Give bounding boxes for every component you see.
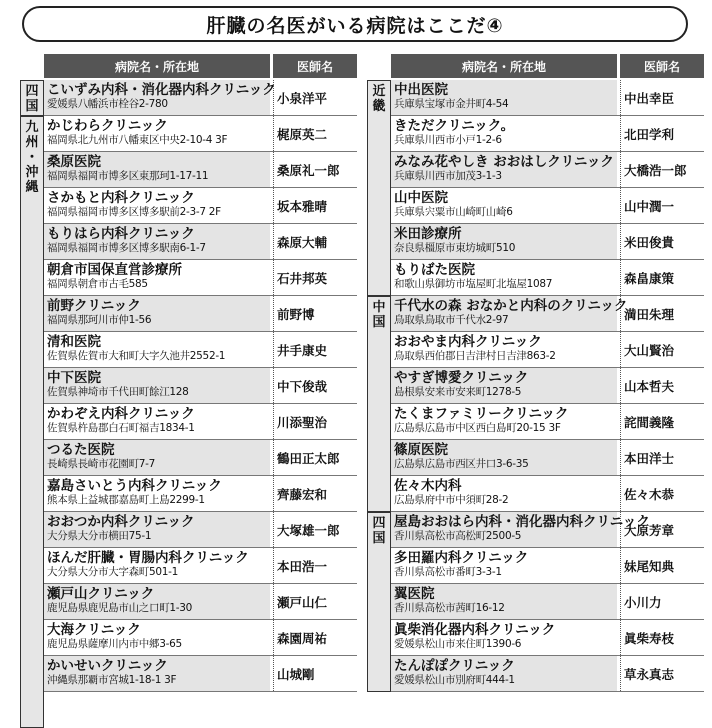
hospital-name: 佐々木内科 [394,478,462,494]
hospital-name: 桑原医院 [47,154,101,170]
header-doctor-name: 医師名 [273,54,357,78]
hospital-address: 大分県大分市大字森町501-1 [47,566,179,578]
hospital-name: やすぎ博愛クリニック [394,370,529,386]
region-label [367,512,391,692]
doctor-name: 森原大輔 [273,224,357,259]
hospital-name: みなみ花やしき おおはしクリニック [394,154,614,170]
table-row [391,620,704,656]
hospital-cell [44,116,270,151]
hospital-address: 愛媛県松山市別府町444-1 [394,674,515,686]
doctor-name: 井手康史 [273,332,357,367]
hospital-cell [44,188,270,223]
table-row [391,188,704,224]
hospital-name: 嘉島さいとう内科クリニック [47,478,222,494]
hospital-address: 広島県広島市西区井口3-6-35 [394,458,529,470]
hospital-address: 兵庫県宍粟市山崎町山崎6 [394,206,513,218]
doctor-name: 北田学利 [620,116,704,151]
hospital-cell [391,656,617,691]
hospital-name: 翼医院 [394,586,435,602]
region-label [20,116,44,728]
doctor-name: 小川力 [620,584,704,619]
doctor-name: 大原芳章 [620,512,704,547]
hospital-cell [391,440,617,475]
hospital-address: 沖縄県那覇市宮城1-18-1 3F [47,674,177,686]
hospital-cell [391,476,617,511]
table-row [391,116,704,152]
hospital-name: 朝倉市国保直営診療所 [47,262,182,278]
hospital-cell [44,512,270,547]
hospital-name: たんぽぽクリニック [394,658,515,674]
region-label [20,80,44,116]
hospital-name: 大海クリニック [47,622,141,638]
table-row [391,440,704,476]
region-char: 国 [372,315,386,330]
hospital-address: 香川県高松市番町3-3-1 [394,566,502,578]
hospital-address: 鳥取県西伯郡日吉津村日吉津863-2 [394,350,556,362]
hospital-name: ほんだ肝臓・胃腸内科クリニック [47,550,249,566]
table-row [44,224,357,260]
doctor-name: 本田洋士 [620,440,704,475]
region-labels [367,80,391,692]
doctor-name: 佐々木恭 [620,476,704,511]
doctor-name: 中下俊哉 [273,368,357,403]
doctor-name: 詫間義隆 [620,404,704,439]
hospital-name: 前野クリニック [47,298,141,314]
hospital-name: おおやま内科クリニック [394,334,542,350]
table-row [44,260,357,296]
hospital-cell [391,584,617,619]
hospital-cell [44,548,270,583]
table-row [391,404,704,440]
table-row [44,440,357,476]
hospital-cell [44,224,270,259]
hospital-name: 眞柴消化器内科クリニック [394,622,556,638]
region-labels [20,80,44,728]
doctor-name: 鶴田正太郎 [273,440,357,475]
table-row [44,152,357,188]
hospital-address: 香川県高松市高松町2500-5 [394,530,522,542]
table-row [44,296,357,332]
hospital-cell [44,332,270,367]
table-row [44,332,357,368]
hospital-address: 和歌山県御坊市塩屋町北塩屋1087 [394,278,553,290]
table-row [44,512,357,548]
hospital-address: 兵庫県宝塚市金井町4-54 [394,98,509,110]
header-doctor-name: 医師名 [620,54,704,78]
region-char: 沖 [25,165,39,180]
hospital-address: 鳥取県鳥取市千代水2-97 [394,314,509,326]
table-row [44,656,357,692]
table-row [44,548,357,584]
doctor-name: 草永真志 [620,656,704,691]
hospital-name: つるた医院 [47,442,115,458]
hospital-cell [391,620,617,655]
hospital-address: 広島県広島市中区西白島町20-15 3F [394,422,561,434]
hospital-cell [44,260,270,295]
region-char: 畿 [372,99,386,114]
doctor-name: 米田俊貴 [620,224,704,259]
hospital-name: 米田診療所 [394,226,462,242]
left-column [20,54,357,728]
table-row [391,224,704,260]
table-row [391,512,704,548]
hospital-cell [391,224,617,259]
hospital-address: 鹿児島県鹿児島市山之口町1-30 [47,602,193,614]
hospital-address: 福岡県那珂川市仲1-56 [47,314,152,326]
hospital-cell [391,332,617,367]
hospital-address: 福岡県福岡市博多区博多駅前2-3-7 2F [47,206,221,218]
hospital-address: 福岡県福岡市博多区博多駅南6-1-7 [47,242,206,254]
table-header [20,54,357,78]
doctor-name: 川添聖治 [273,404,357,439]
doctor-name: 森畠康策 [620,260,704,295]
hospital-address: 熊本県上益城郡嘉島町上島2299-1 [47,494,205,506]
hospital-cell [391,548,617,583]
doctor-name: 坂本雅晴 [273,188,357,223]
region-char: 中 [372,300,386,315]
doctor-name: 大橋浩一郎 [620,152,704,187]
hospital-address: 福岡県朝倉市古毛585 [47,278,148,290]
hospital-name: さかもと内科クリニック [47,190,195,206]
hospital-cell [44,440,270,475]
table-row [391,368,704,404]
doctor-name: 山本哲夫 [620,368,704,403]
hospital-cell [391,296,628,331]
table-row [44,116,357,152]
region-char: ・ [25,150,39,165]
hospital-cell [44,296,270,331]
header-hospital-name: 病院名・所在地 [44,54,270,78]
table-row [44,368,357,404]
hospital-name: 清和医院 [47,334,101,350]
doctor-name: 山中潤一 [620,188,704,223]
table-row [391,296,704,332]
hospital-cell [44,620,270,655]
hospital-name: 山中医院 [394,190,448,206]
table-row [391,80,704,116]
hospital-address: 長崎県長崎市花園町7-7 [47,458,156,470]
table-row [391,332,704,368]
table-row [44,476,357,512]
table-row [391,656,704,692]
hospital-cell [391,404,617,439]
doctor-name: 山城剛 [273,656,357,691]
hospital-cell [391,368,617,403]
hospital-name: きただクリニック。 [394,118,515,134]
hospital-cell [44,656,270,691]
doctor-name: 妹尾知典 [620,548,704,583]
region-label [367,296,391,512]
doctor-name: 梶原英二 [273,116,357,151]
hospital-name: 多田羅内科クリニック [394,550,529,566]
hospital-address: 島根県安来市安来町1278-5 [394,386,522,398]
doctor-name: 大塚雄一郎 [273,512,357,547]
hospital-list [44,80,357,728]
doctor-name: 齊藤宏和 [273,476,357,511]
hospital-cell [391,152,617,187]
doctor-name: 森園周祐 [273,620,357,655]
table-row [44,584,357,620]
hospital-address: 福岡県北九州市八幡東区中央2-10-4 3F [47,134,228,146]
hospital-list [391,80,704,692]
hospital-address: 鹿児島県薩摩川内市中郷3-65 [47,638,182,650]
hospital-name: おおつか内科クリニック [47,514,195,530]
hospital-address: 香川県高松市茜町16-12 [394,602,505,614]
doctor-name: 前野博 [273,296,357,331]
page-title: 肝臓の名医がいる病院はここだ④ [22,6,688,42]
table-header [367,54,704,78]
doctor-name: 眞柴寿枝 [620,620,704,655]
hospital-cell [44,368,270,403]
hospital-cell [44,404,270,439]
hospital-cell [391,116,617,151]
doctor-name: 桑原礼一郎 [273,152,357,187]
hospital-address: 愛媛県八幡浜市栓谷2-780 [47,98,168,110]
table-row [391,476,704,512]
hospital-cell [391,188,617,223]
hospital-name: 中出医院 [394,82,448,98]
hospital-address: 佐賀県佐賀市大和町大字久池井2552-1 [47,350,226,362]
hospital-name: 中下医院 [47,370,101,386]
region-char: 国 [25,99,39,114]
doctor-name: 小泉洋平 [273,80,357,115]
doctor-name: 大山賢治 [620,332,704,367]
table-row [44,404,357,440]
hospital-name: かじわらクリニック [47,118,168,134]
region-char: 縄 [25,180,39,195]
table-row [44,80,357,116]
hospital-cell [44,80,276,115]
table-row [391,584,704,620]
table-row [391,548,704,584]
hospital-address: 広島県府中市中須町28-2 [394,494,509,506]
hospital-name: かいせいクリニック [47,658,168,674]
hospital-cell [44,152,270,187]
right-column [367,54,704,692]
hospital-name: 屋島おおはら内科・消化器内科クリニック [394,514,650,530]
region-char: 州 [25,135,39,150]
hospital-name: こいずみ内科・消化器内科クリニック [47,82,276,98]
header-hospital-name: 病院名・所在地 [391,54,617,78]
hospital-name: もりばた医院 [394,262,475,278]
doctor-name: 満田朱理 [620,296,704,331]
table-row [44,620,357,656]
region-char: 国 [372,531,386,546]
region-char: 四 [25,84,39,99]
hospital-address: 福岡県福岡市博多区東那珂1-17-11 [47,170,209,182]
hospital-cell [391,260,617,295]
hospital-address: 佐賀県杵島郡白石町福吉1834-1 [47,422,195,434]
hospital-cell [44,584,270,619]
hospital-cell [44,476,270,511]
table-row [391,152,704,188]
hospital-name: たくまファミリークリニック [394,406,569,422]
hospital-address: 大分県大分市横田75-1 [47,530,152,542]
hospital-address: 愛媛県松山市来住町1390-6 [394,638,522,650]
hospital-name: もりはら内科クリニック [47,226,195,242]
hospital-name: かわぞえ内科クリニック [47,406,195,422]
region-char: 九 [25,120,39,135]
doctor-name: 本田浩一 [273,548,357,583]
region-char: 四 [372,516,386,531]
region-char: 近 [372,84,386,99]
hospital-address: 奈良県橿原市東坊城町510 [394,242,516,254]
table-row [391,260,704,296]
hospital-name: 瀬戸山クリニック [47,586,155,602]
doctor-name: 中出幸臣 [620,80,704,115]
hospital-name: 篠原医院 [394,442,448,458]
region-label [367,80,391,296]
doctor-name: 瀬戸山仁 [273,584,357,619]
hospital-address: 兵庫県川西市加茂3-1-3 [394,170,502,182]
hospital-address: 佐賀県神埼市千代田町餘江128 [47,386,189,398]
table-row [44,188,357,224]
doctor-name: 石井邦英 [273,260,357,295]
hospital-address: 兵庫県川西市小戸1-2-6 [394,134,502,146]
hospital-name: 千代水の森 おなかと内科のクリニック [394,298,628,314]
hospital-cell [391,80,617,115]
